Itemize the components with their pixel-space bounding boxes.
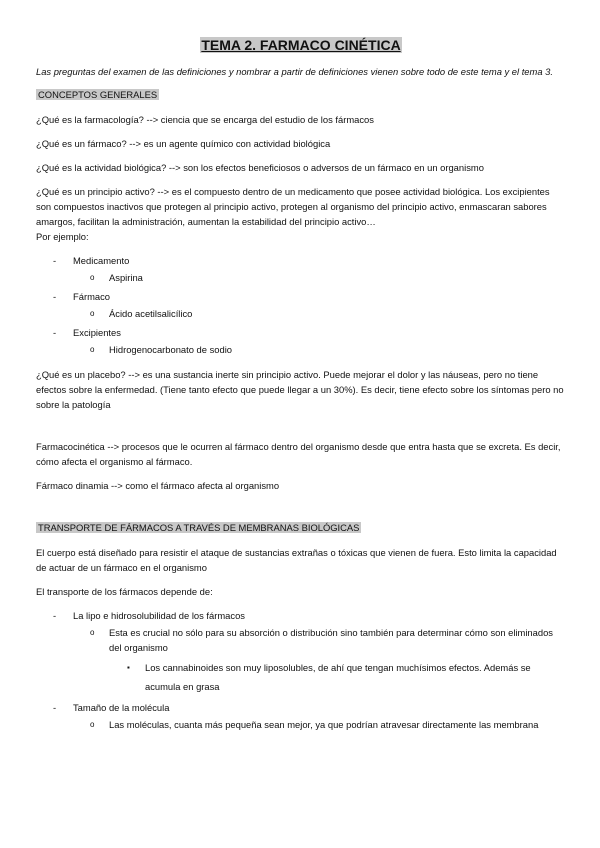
list-item: - La lipo e hidrosolubilidad de los fármacos — [36, 608, 566, 623]
factor-list — [36, 608, 566, 732]
list-subitem: o Hidrogenocarbonato de sodio — [36, 342, 566, 357]
paragraph-cuerpo: El cuerpo está diseñado para resistir el ataque de sustancias extrañas o tóxicas que vienen de fuera. Esto limita la capacidad de actuar de un fármaco en el organismo — [36, 547, 557, 573]
intro-note: Las preguntas del examen de las definiciones y nombrar a partir de definiciones vienen sobre todo de este tema y el tema 3. — [36, 66, 553, 77]
list-subitem: o Aspirina — [36, 270, 566, 285]
paragraph-transporte: El transporte de los fármacos depende de: — [36, 586, 213, 597]
definition-farmacodinamia: Fármaco dinamia --> como el fármaco afecta al organismo — [36, 480, 280, 491]
section-heading-transporte: TRANSPORTE DE FÁRMACOS A TRAVÉS DE MEMBRANAS BIOLÓGICAS — [38, 522, 360, 533]
list-subsubitem: ▪ Los cannabinoides son muy liposolubles, de ahí que tengan muchísimos efectos. Además se acumula en grasa — [36, 658, 566, 696]
question-principio-activo: ¿Qué es un principio activo? --> es el compuesto dentro de un medicamento que posee actividad biológica. Los excipientes son compuestos inactivos que protegen al principio activo, protegen al organismo del principio activo, enmascaran sabores amargos, facilitan la administración, aumentan la estabilidad del principio activo… — [36, 186, 550, 227]
section-heading-conceptos: CONCEPTOS GENERALES — [38, 89, 158, 100]
question-farmacologia: ¿Qué es la farmacología? --> ciencia que se encarga del estudio de los fármacos — [36, 114, 374, 125]
question-farmaco: ¿Qué es un fármaco? --> es un agente químico con actividad biológica — [36, 138, 331, 149]
list-subitem: o Ácido acetilsalicílico — [36, 306, 566, 321]
list-subitem: o Las moléculas, cuanta más pequeña sean mejor, ya que podrían atravesar directamente las membrana — [36, 717, 566, 732]
page-title: TEMA 2. FARMACO CINÉTICA — [201, 37, 401, 53]
example-label: Por ejemplo: — [36, 231, 89, 242]
example-list — [36, 253, 566, 357]
definition-farmacocinetica: Farmacocinética --> procesos que le ocurren al fármaco dentro del organismo desde que entra hasta que se excreta. Es decir, cómo afecta el organismo al fármaco. — [36, 441, 561, 467]
list-item: - Tamaño de la molécula — [36, 700, 566, 715]
list-item: - Excipientes — [36, 325, 566, 340]
question-placebo: ¿Qué es un placebo? --> es una sustancia inerte sin principio activo. Puede mejorar el dolor y las náuseas, pero no tiene efectos sobre la enfermedad. (Tiene tanto efecto que puede llegar a un 30%). Es decir, tiene efecto sobre los síntomas pero no sobre la patología — [36, 369, 564, 410]
document-page — [36, 36, 566, 742]
list-item: - Fármaco — [36, 289, 566, 304]
question-actividad-biologica: ¿Qué es la actividad biológica? --> son los efectos beneficiosos o adversos de un fármaco en un organismo — [36, 162, 484, 173]
list-item: - Medicamento — [36, 253, 566, 268]
list-subitem: o Esta es crucial no sólo para su absorción o distribución sino también para determinar cómo son eliminados del organismo — [36, 625, 566, 655]
